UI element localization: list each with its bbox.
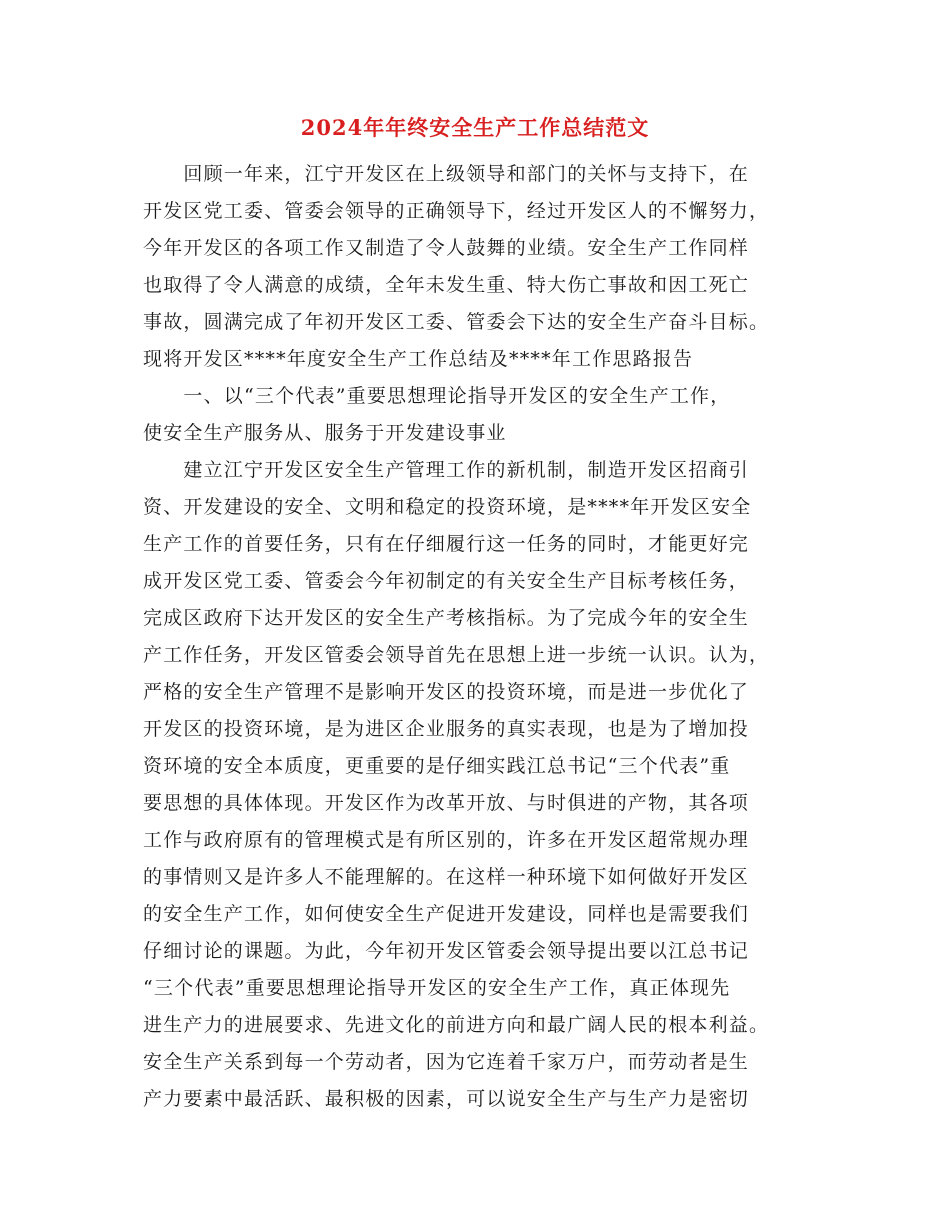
body-line: 资、开发建设的安全、文明和稳定的投资环境，是****年开发区安全 bbox=[143, 496, 752, 518]
body-line: 完成区政府下达开发区的安全生产考核指标。为了完成今年的安全生 bbox=[143, 607, 750, 629]
body-line: 回顾一年来，江宁开发区在上级领导和部门的关怀与支持下，在 bbox=[143, 163, 750, 185]
body-line: 的事情则又是许多人不能理解的。在这样一种环境下如何做好开发区 bbox=[143, 866, 750, 888]
body-line: 资环境的安全本质度，更重要的是仔细实践江总书记“三个代表”重 bbox=[143, 755, 731, 777]
body-line: 产力要素中最活跃、最积极的因素，可以说安全生产与生产力是密切 bbox=[143, 1088, 750, 1110]
body-line: 建立江宁开发区安全生产管理工作的新机制，制造开发区招商引 bbox=[143, 459, 750, 481]
body-line: 开发区的投资环境，是为进区企业服务的真实表现，也是为了增加投 bbox=[143, 718, 750, 740]
body-line: 成开发区党工委、管委会今年初制定的有关安全生产目标考核任务， bbox=[143, 570, 750, 592]
body-line: 安全生产关系到每一个劳动者，因为它连着千家万户，而劳动者是生 bbox=[143, 1051, 750, 1073]
body-line: 进生产力的进展要求、先进文化的前进方向和最广阔人民的根本利益。 bbox=[143, 1014, 770, 1036]
document-title: 2024年年终安全生产工作总结范文 bbox=[300, 115, 650, 140]
body-line: 事故，圆满完成了年初开发区工委、管委会下达的安全生产奋斗目标。 bbox=[143, 311, 770, 333]
body-line: 严格的安全生产管理不是影响开发区的投资环境，而是进一步优化了 bbox=[143, 681, 750, 703]
body-line: 也取得了令人满意的成绩，全年未发生重、特大伤亡事故和因工死亡 bbox=[143, 274, 750, 296]
body-line: 仔细讨论的课题。为此，今年初开发区管委会领导提出要以江总书记 bbox=[143, 940, 750, 962]
section-heading-line: 使安全生产服务从、服务于开发建设事业 bbox=[143, 422, 507, 444]
body-line: 的安全生产工作，如何使安全生产促进开发建设，同样也是需要我们 bbox=[143, 903, 750, 925]
body-line: 要思想的具体体现。开发区作为改革开放、与时俱进的产物，其各项 bbox=[143, 792, 750, 814]
body-line: 生产工作的首要任务，只有在仔细履行这一任务的同时，才能更好完 bbox=[143, 533, 750, 555]
body-line: 产工作任务，开发区管委会领导首先在思想上进一步统一认识。认为， bbox=[143, 644, 770, 666]
body-line: 今年开发区的各项工作又制造了令人鼓舞的业绩。安全生产工作同样 bbox=[143, 237, 750, 259]
section-heading-line: 一、以“三个代表”重要思想理论指导开发区的安全生产工作， bbox=[143, 385, 731, 407]
body-line: 现将开发区****年度安全生产工作总结及****年工作思路报告 bbox=[143, 348, 694, 370]
body-line: “三个代表”重要思想理论指导开发区的安全生产工作，真正体现先 bbox=[143, 977, 731, 999]
body-line: 开发区党工委、管委会领导的正确领导下，经过开发区人的不懈努力， bbox=[143, 200, 770, 222]
body-line: 工作与政府原有的管理模式是有所区别的，许多在开发区超常规办理 bbox=[143, 829, 750, 851]
